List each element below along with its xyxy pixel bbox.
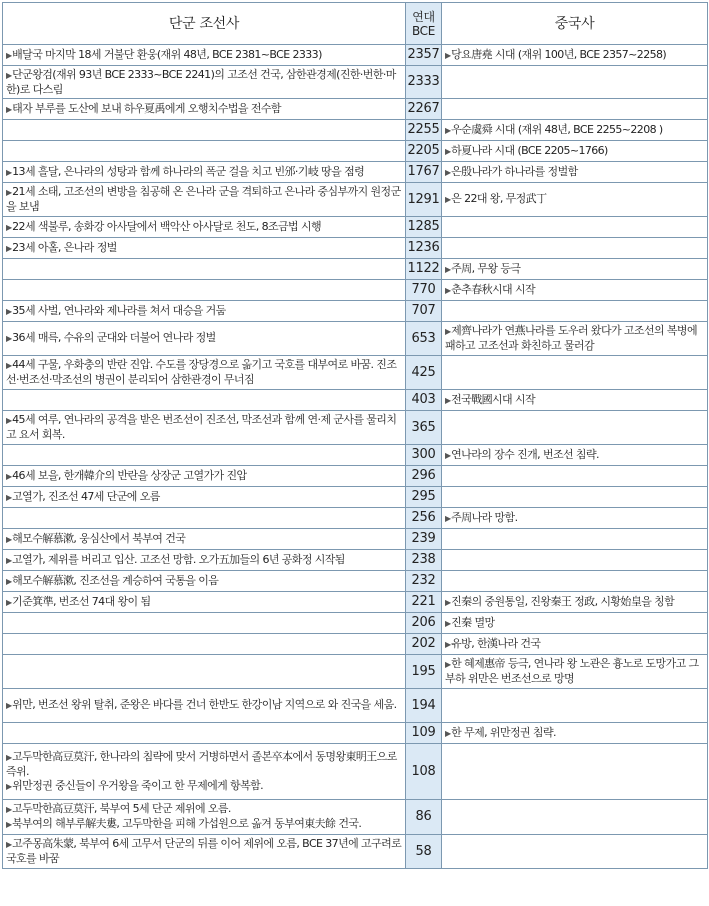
header-year-line1: 연대 [412,9,435,24]
header-chinese-history: 중국사 [442,3,708,45]
china-event-cell [442,45,708,66]
china-event-entry [445,48,704,63]
timeline-table [2,2,708,869]
gojoseon-event-entry-text: 35세 사벌, 연나라와 제나라를 쳐서 대승을 거둠 [12,303,226,317]
bullet-icon: ▶ [6,188,13,197]
year-cell: 296 [406,466,442,487]
year-cell: 2333 [406,66,442,99]
china-event-entry-text: 진秦 멸망 [451,615,495,629]
china-event-cell [442,655,708,689]
gojoseon-event-cell [3,466,406,487]
china-event-cell [442,322,708,356]
timeline-row [3,390,708,411]
year-cell: 365 [406,411,442,445]
gojoseon-event-entry [6,490,402,505]
year-cell: 221 [406,592,442,613]
china-event-cell [442,356,708,390]
bullet-icon: ▶ [6,597,13,607]
china-event-cell [442,592,708,613]
gojoseon-event-entry [6,779,402,794]
gojoseon-event-entry [6,750,402,779]
gojoseon-event-entry [6,304,402,319]
gojoseon-event-cell [3,571,406,592]
timeline-row [3,45,708,66]
timeline-row [3,280,708,301]
china-event-entry-text: 은殷나라가 하나라를 정벌함 [451,164,578,178]
gojoseon-event-entry-text: 단군왕검(재위 93년 BCE 2333~BCE 2241)의 고조선 건국, 삼한관경제(진한·번한·마한)로 다스림 [6,67,396,96]
china-event-entry-text: 전국戰國시대 시작 [451,392,536,406]
year-cell: 239 [406,529,442,550]
bullet-icon: ▶ [6,805,13,814]
bullet-icon: ▶ [6,555,13,565]
bullet-icon: ▶ [445,513,452,523]
gojoseon-event-entry-text: 고주몽高朱蒙, 북부여 6세 고무서 단군의 뒤를 이어 제위에 오름, BCE 37년에 고구려로 국호를 바꿈 [6,837,402,865]
gojoseon-event-entry [6,469,402,484]
china-event-cell [442,723,708,744]
bullet-icon: ▶ [6,243,13,253]
timeline-row [3,800,708,835]
gojoseon-event-entry-text: 기준箕準, 번조선 74대 왕이 됨 [12,594,151,608]
bullet-icon: ▶ [445,285,452,295]
bullet-icon: ▶ [445,660,452,669]
year-cell: 206 [406,613,442,634]
gojoseon-event-entry-text: 36세 매륵, 수유의 군대와 더불어 연나라 정벌 [12,331,216,344]
timeline-row [3,723,708,744]
gojoseon-event-cell [3,99,406,120]
gojoseon-event-cell [3,356,406,390]
bullet-icon: ▶ [6,576,13,586]
gojoseon-event-entry-text: 고열가, 진조선 47세 단군에 오름 [12,489,160,503]
year-cell: 1767 [406,162,442,183]
bullet-icon: ▶ [445,167,452,177]
gojoseon-event-cell [3,390,406,411]
china-event-entry-text: 은 22대 왕, 무정武丁 [451,192,547,205]
gojoseon-event-cell [3,183,406,217]
gojoseon-event-cell [3,613,406,634]
china-event-entry-text: 연나라의 장수 진개, 번조선 침략. [451,447,599,461]
gojoseon-event-cell [3,259,406,280]
china-event-cell [442,835,708,869]
china-event-entry-text: 춘추春秋시대 시작 [451,282,536,296]
china-event-entry [445,165,704,180]
china-event-cell [442,613,708,634]
gojoseon-event-cell [3,592,406,613]
timeline-row [3,183,708,217]
china-event-cell [442,120,708,141]
bullet-icon: ▶ [445,125,452,135]
gojoseon-event-cell [3,120,406,141]
gojoseon-event-entry [6,165,402,180]
china-event-entry-text: 하夏나라 시대 (BCE 2205~1766) [451,143,608,157]
timeline-row [3,99,708,120]
header-year [406,3,442,45]
year-cell: 2267 [406,99,442,120]
china-event-cell [442,280,708,301]
gojoseon-event-cell [3,550,406,571]
gojoseon-event-cell [3,66,406,99]
gojoseon-event-cell [3,445,406,466]
gojoseon-event-entry [6,48,402,63]
year-cell: 202 [406,634,442,655]
bullet-icon: ▶ [6,752,13,762]
gojoseon-event-entry-text: 북부여의 해부루解夫婁, 고두막한을 피해 가섭원으로 옮겨 동부여東夫餘 건국. [12,817,362,830]
china-event-entry [445,123,704,138]
china-event-cell [442,66,708,99]
gojoseon-event-cell [3,280,406,301]
gojoseon-event-entry-text: 배달국 마지막 18세 거불단 환웅(재위 48년, BCE 2381~BCE 2333) [12,47,322,61]
timeline-row [3,445,708,466]
gojoseon-event-entry [6,68,402,97]
year-cell: 770 [406,280,442,301]
gojoseon-event-entry [6,837,402,866]
china-event-cell [442,487,708,508]
year-cell: 256 [406,508,442,529]
year-cell: 2205 [406,141,442,162]
timeline-row [3,259,708,280]
bullet-icon: ▶ [6,104,13,114]
gojoseon-event-entry [6,817,402,832]
year-cell: 2357 [406,45,442,66]
gojoseon-event-entry-text: 23세 아홀, 은나라 정벌 [12,240,117,254]
china-event-cell [442,634,708,655]
bullet-icon: ▶ [6,492,13,502]
gojoseon-event-entry [6,413,402,442]
gojoseon-event-entry-text: 46세 보을, 한개韓介의 반란을 상장군 고열가가 진압 [12,468,247,482]
timeline-row [3,835,708,869]
gojoseon-event-cell [3,744,406,800]
bullet-icon: ▶ [445,618,452,628]
timeline-row [3,120,708,141]
china-event-cell [442,141,708,162]
gojoseon-event-cell [3,411,406,445]
china-event-cell [442,744,708,800]
bullet-icon: ▶ [445,597,452,607]
bullet-icon: ▶ [6,222,13,232]
year-cell: 86 [406,800,442,835]
gojoseon-event-cell [3,141,406,162]
china-event-cell [442,99,708,120]
china-event-entry [445,511,704,526]
year-cell: 1236 [406,238,442,259]
year-cell: 295 [406,487,442,508]
china-event-cell [442,466,708,487]
china-event-entry [445,393,704,408]
timeline-row [3,655,708,689]
header-year-line2: BCE [411,23,436,38]
gojoseon-event-entry [6,185,402,214]
header-gojoseon-history: 단군 조선사 [3,3,406,45]
bullet-icon: ▶ [6,701,13,710]
bullet-icon: ▶ [6,416,13,425]
china-event-entry-text: 한 무제, 위만정권 침략. [451,725,556,739]
china-event-entry-text: 주周, 무왕 등극 [451,261,521,275]
china-event-cell [442,162,708,183]
china-event-entry-text: 유방, 한漢나라 건국 [451,636,541,650]
gojoseon-event-entry-text: 해모수解慕漱, 진조선을 계승하여 국통을 이음 [12,573,219,587]
bullet-icon: ▶ [6,781,13,791]
gojoseon-event-entry-text: 고두막한高豆莫汗, 한나라의 침략에 맞서 거병하면서 졸본卒本에서 동명왕東明王으로 즉위. [6,749,397,778]
bullet-icon: ▶ [6,471,13,481]
bullet-icon: ▶ [445,195,452,204]
gojoseon-event-entry-text: 위만정권 중신들이 우거왕을 죽이고 한 무제에게 항복함. [12,778,264,792]
china-event-cell [442,238,708,259]
gojoseon-event-cell [3,655,406,689]
gojoseon-event-entry-text: 고두막한高豆莫汗, 북부여 5세 단군 제위에 오름. [12,802,231,815]
header-row [3,3,708,45]
china-event-entry [445,657,704,686]
year-cell: 1291 [406,183,442,217]
china-event-entry-text: 진秦의 중원통일, 진왕秦王 정政, 시황始皇을 칭함 [451,594,675,608]
gojoseon-event-entry [6,241,402,256]
timeline-row [3,356,708,390]
timeline-row [3,613,708,634]
china-event-entry [445,144,704,159]
year-cell: 232 [406,571,442,592]
china-event-cell [442,529,708,550]
timeline-body [3,45,708,869]
gojoseon-event-cell [3,689,406,723]
gojoseon-event-entry-text: 고열가, 제위를 버리고 입산. 고조선 망함. 오가五加들의 6년 공화정 시작됨 [12,552,345,566]
china-event-cell [442,800,708,835]
gojoseon-event-entry-text: 위만, 번조선 왕위 탈취, 준왕은 바다를 건너 한반도 한강이남 지역으로 와 진국을 세움. [12,698,397,711]
china-event-cell [442,571,708,592]
year-cell: 58 [406,835,442,869]
timeline-row [3,571,708,592]
year-cell: 403 [406,390,442,411]
bullet-icon: ▶ [445,50,452,60]
timeline-row [3,301,708,322]
bullet-icon: ▶ [6,361,13,370]
bullet-icon: ▶ [445,639,452,649]
timeline-row [3,322,708,356]
china-event-entry [445,637,704,652]
gojoseon-event-cell [3,835,406,869]
year-cell: 1285 [406,217,442,238]
year-cell: 195 [406,655,442,689]
year-cell: 425 [406,356,442,390]
year-cell: 238 [406,550,442,571]
gojoseon-event-entry [6,553,402,568]
gojoseon-event-entry [6,358,402,387]
china-event-entry-text: 우순虞舜 시대 (재위 48년, BCE 2255~2208 ) [451,122,663,136]
year-cell: 108 [406,744,442,800]
china-event-entry [445,726,704,741]
gojoseon-event-entry [6,220,402,235]
timeline-row [3,217,708,238]
bullet-icon: ▶ [6,167,13,177]
bullet-icon: ▶ [6,334,13,343]
timeline-row [3,238,708,259]
gojoseon-event-cell [3,800,406,835]
gojoseon-event-cell [3,322,406,356]
gojoseon-event-entry-text: 태자 부루를 도산에 보내 하우夏禹에게 오행치수법을 전수함 [12,101,281,115]
china-event-cell [442,301,708,322]
china-event-cell [442,183,708,217]
bullet-icon: ▶ [6,820,13,829]
gojoseon-event-cell [3,508,406,529]
timeline-row [3,529,708,550]
timeline-row [3,592,708,613]
china-event-cell [442,508,708,529]
timeline-row [3,466,708,487]
china-event-entry [445,262,704,277]
gojoseon-event-entry-text: 21세 소태, 고조선의 변방을 침공해 온 은나라 군을 격퇴하고 은나라 중심부까지 원정군을 보냄 [6,185,401,213]
china-event-cell [442,445,708,466]
gojoseon-event-cell [3,487,406,508]
gojoseon-event-entry [6,102,402,117]
china-event-entry [445,283,704,298]
gojoseon-event-cell [3,634,406,655]
china-event-cell [442,550,708,571]
bullet-icon: ▶ [445,327,452,336]
bullet-icon: ▶ [445,450,452,460]
china-event-entry-text: 한 혜제惠帝 등극, 연나라 왕 노관은 흉노로 도망가고 그 부하 위만은 번조선으로 망명 [445,657,699,685]
gojoseon-event-entry [6,331,402,346]
china-event-cell [442,259,708,280]
gojoseon-event-cell [3,162,406,183]
year-cell: 653 [406,322,442,356]
timeline-row [3,508,708,529]
gojoseon-event-entry-text: 45세 여루, 연나라의 공격을 받은 번조선이 진조선, 막조선과 함께 연·제 군사를 물리치고 요서 회복. [6,413,397,441]
china-event-entry-text: 제齊나라가 연燕나라를 도우러 왔다가 고조선의 복병에 패하고 고조선과 화친하고 물러감 [445,324,697,352]
bullet-icon: ▶ [445,395,452,405]
china-event-entry [445,192,704,207]
gojoseon-event-cell [3,301,406,322]
gojoseon-event-entry [6,532,402,547]
bullet-icon: ▶ [6,534,13,544]
china-event-entry [445,616,704,631]
timeline-row [3,66,708,99]
gojoseon-event-entry-text: 해모수解慕漱, 웅심산에서 북부여 건국 [12,531,186,545]
china-event-entry [445,595,704,610]
gojoseon-event-entry [6,698,402,713]
china-event-entry [445,324,704,353]
timeline-row [3,689,708,723]
gojoseon-event-cell [3,529,406,550]
timeline-row [3,162,708,183]
year-cell: 2255 [406,120,442,141]
gojoseon-event-cell [3,238,406,259]
bullet-icon: ▶ [6,840,13,849]
china-event-cell [442,411,708,445]
timeline-row [3,487,708,508]
china-event-entry-text: 당요唐堯 시대 (재위 100년, BCE 2357~2258) [451,47,667,61]
gojoseon-event-entry-text: 13세 흘달, 은나라의 성탕과 함께 하나라의 폭군 걸을 치고 빈邠·기岐 땅을 점령 [12,164,365,178]
gojoseon-event-cell [3,723,406,744]
bullet-icon: ▶ [6,50,13,60]
china-event-cell [442,689,708,723]
timeline-row [3,141,708,162]
china-event-cell [442,390,708,411]
timeline-row [3,550,708,571]
gojoseon-event-entry [6,574,402,589]
gojoseon-event-cell [3,45,406,66]
gojoseon-event-entry-text: 22세 색불루, 송화강 아사달에서 백악산 아사달로 천도, 8조금법 시행 [12,219,321,233]
timeline-row [3,744,708,800]
year-cell: 194 [406,689,442,723]
year-cell: 109 [406,723,442,744]
gojoseon-event-entry [6,595,402,610]
china-event-entry [445,448,704,463]
year-cell: 707 [406,301,442,322]
bullet-icon: ▶ [6,306,13,316]
gojoseon-event-entry [6,802,402,817]
bullet-icon: ▶ [445,146,452,156]
bullet-icon: ▶ [445,264,452,274]
timeline-row [3,411,708,445]
china-event-entry-text: 주周나라 망함. [451,510,518,524]
gojoseon-event-cell [3,217,406,238]
timeline-row [3,634,708,655]
bullet-icon: ▶ [445,728,452,738]
year-cell: 300 [406,445,442,466]
bullet-icon: ▶ [6,70,13,80]
china-event-cell [442,217,708,238]
year-cell: 1122 [406,259,442,280]
gojoseon-event-entry-text: 44세 구물, 우화충의 반란 진압. 수도를 장당경으로 옮기고 국호를 대부여로 바꿈. 진조선·번조선·막조선의 병권이 분리되어 삼한관경이 무너짐 [6,358,397,386]
